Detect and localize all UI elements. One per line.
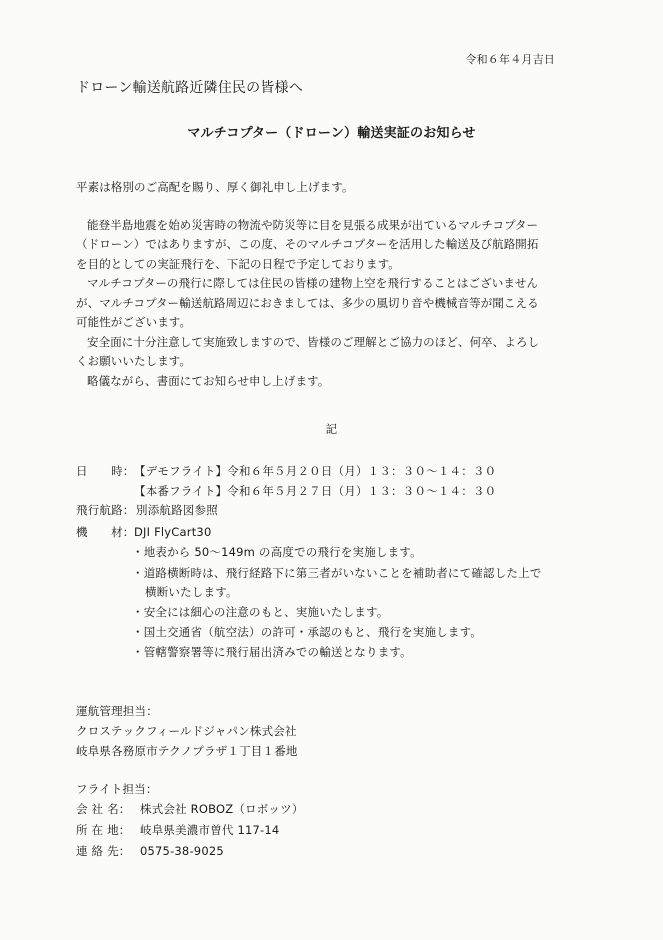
operation-company: クロステックフィールドジャパン株式会社 [76, 724, 297, 738]
note-altitude: ・地表から 50〜149m の高度での飛行を実施します。 [132, 545, 422, 559]
flight-address-value: 岐阜県美濃市曽代 117-14 [140, 823, 280, 837]
paragraph-2-line-3: 可能性がございます。 [76, 315, 192, 329]
ki-heading: 記 [325, 422, 338, 436]
flight-company-value: 株式会社 ROBOZ（ロボッツ） [140, 802, 304, 816]
flight-contact-label: 連 絡 先： [76, 844, 131, 858]
paragraph-2-line-1: マルチコプターの飛行に際しては住民の皆様の建物上空を飛行することはございません [87, 276, 539, 290]
note-permission: ・国土交通省（航空法）の許可・承認のもと、飛行を実施します。 [132, 625, 483, 639]
operation-heading: 運航管理担当： [76, 704, 158, 718]
issue-date: 令和６年４月吉日 [465, 53, 555, 66]
flight-heading: フライト担当： [76, 782, 158, 796]
route-value: 別添航路図参照 [136, 503, 218, 517]
route-label: 飛行航路： [76, 503, 135, 517]
operation-address: 岐阜県各務原市テクノプラザ１丁目１番地 [76, 744, 298, 758]
aircraft-value: DJI FlyCart30 [134, 525, 212, 539]
flight-company-label: 会 社 名： [76, 802, 131, 816]
schedule-label: 日 時： [76, 464, 135, 478]
paragraph-3-line-1: 安全面に十分注意して実施致しますので、皆様のご理解とご協力のほど、何卒、よろし [87, 334, 540, 349]
paragraph-2-line-2: が、マルチコプター輸送航路周辺におきましては、多少の風切り音や機械音等が聞こえる [76, 295, 539, 310]
flight-contact-value: 0575-38-9025 [140, 844, 224, 858]
note-safety: ・安全には細心の注意のもと、実施いたします。 [132, 605, 389, 619]
note-road-crossing-continued: 横断いたします。 [145, 585, 238, 599]
paragraph-4: 略儀ながら、書面にてお知らせ申し上げます。 [87, 373, 330, 388]
schedule-demo-flight: 【デモフライト】令和６年５月２０日（月）１３：３０〜１４：３０ [134, 464, 497, 478]
flight-address-label: 所 在 地： [76, 823, 131, 837]
greeting: 平素は格別のご高配を賜り、厚く御礼申し上げます。 [76, 180, 354, 194]
body-text [76, 178, 556, 391]
paragraph-1-line-1: 能登半島地震を始め災害時の物流や防災等に目を見張る成果が出ているマルチコプター [87, 217, 539, 232]
paragraph-1-line-3: を目的としての実証飛行を、下記の日程で予定しております。 [76, 256, 400, 271]
paragraph-1-line-2: （ドローン）ではありますが、この度、そのマルチコプターを活用した輸送及び航路開拓 [76, 237, 539, 251]
aircraft-label: 機 材： [76, 525, 135, 539]
addressee: ドローン輸送航路近隣住民の皆様へ [76, 80, 303, 96]
note-road-crossing: ・道路横断時は、飛行経路下に第三者がいないことを補助者にて確認した上で [132, 566, 542, 580]
note-police: ・管轄警察署等に飛行届出済みでの輸送となります。 [132, 645, 412, 659]
schedule-main-flight: 【本番フライト】令和６年５月２７日（月）１３：３０〜１４：３０ [134, 484, 497, 498]
document-title: マルチコプター（ドローン）輸送実証のお知らせ [187, 126, 476, 141]
paragraph-3-line-2: くお願いいたします。 [76, 354, 192, 368]
